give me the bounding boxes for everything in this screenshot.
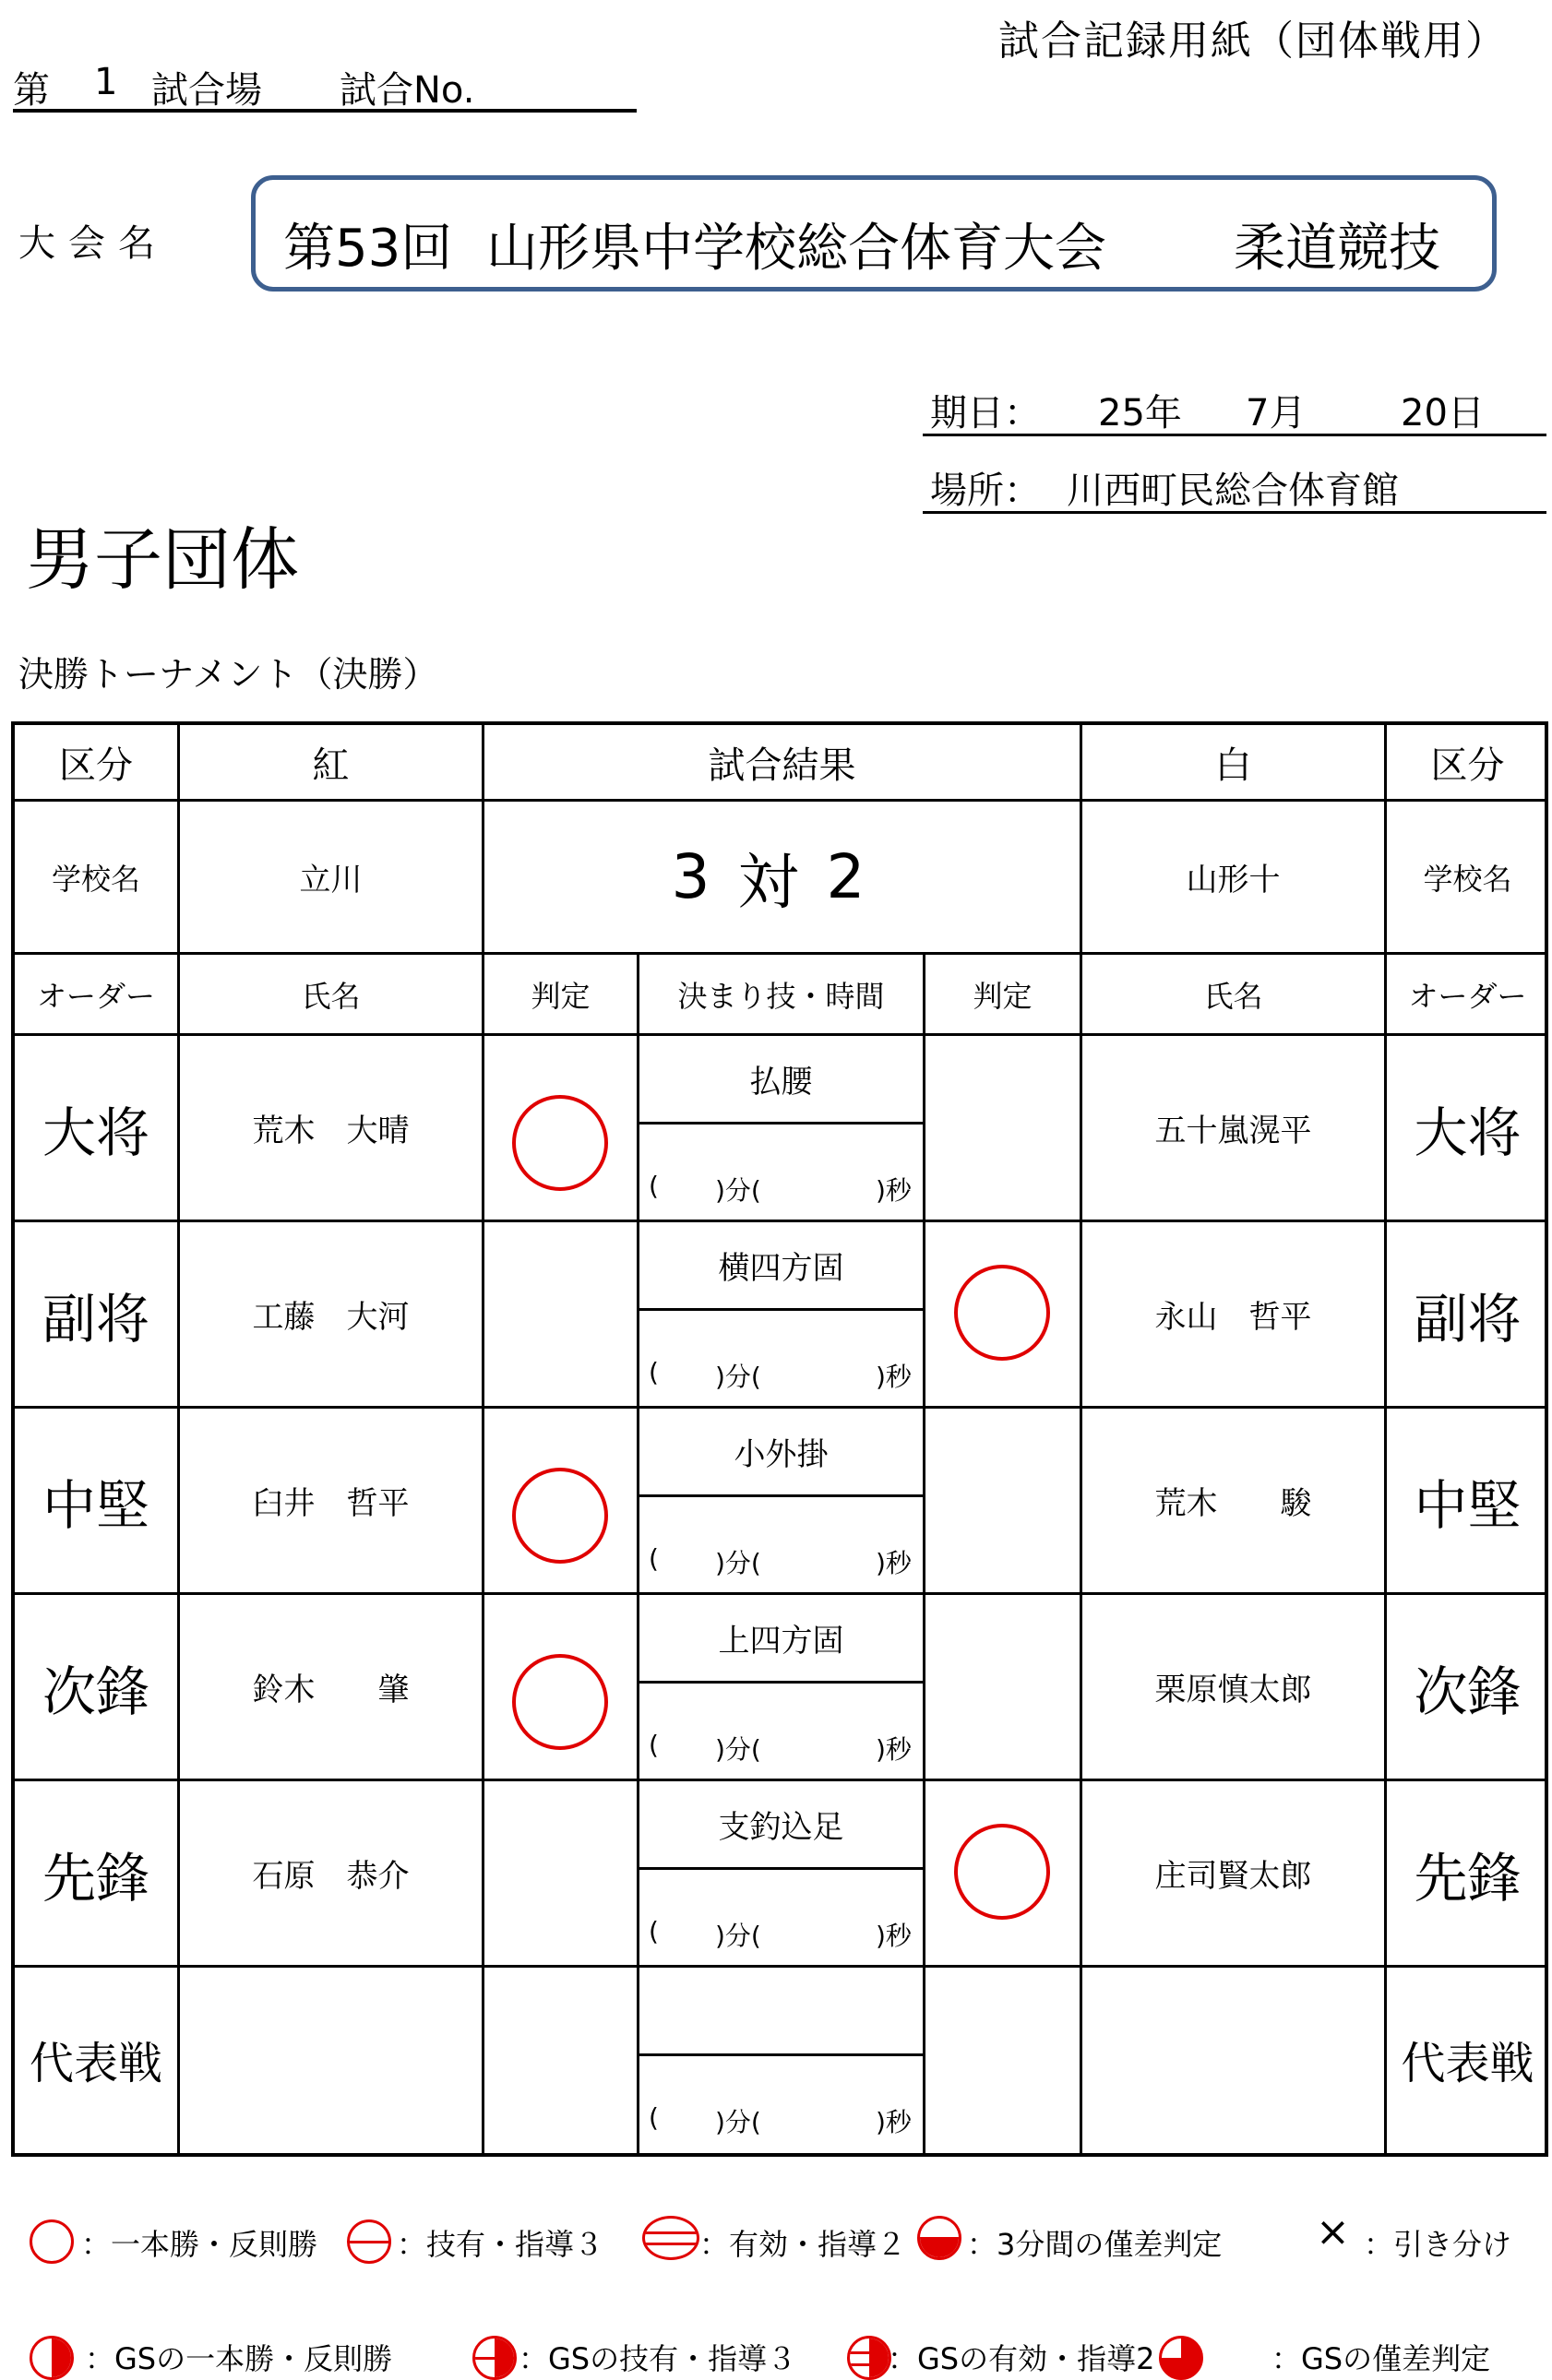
time-seconds: )秒 bbox=[876, 1362, 912, 1392]
date-label: 期日： bbox=[930, 392, 1041, 434]
header-result: 試合結果 bbox=[708, 744, 856, 787]
red-player-name: 鈴木 肇 bbox=[252, 1672, 410, 1708]
gs-one-line-circle-icon bbox=[472, 2336, 517, 2380]
red-judgement-cell bbox=[484, 1968, 637, 2151]
white-judgement-cell bbox=[925, 1409, 1080, 1592]
position-left: 先鋒 bbox=[42, 1846, 149, 1910]
winning-technique: 支釣込足 bbox=[718, 1809, 844, 1846]
meet-sport: 柔道競技 bbox=[1234, 219, 1440, 279]
legend-label: ：GSの一本勝・反則勝 bbox=[85, 2341, 393, 2376]
legend bbox=[0, 2196, 1552, 2376]
legend-label: ：3分間の僅差判定 bbox=[967, 2227, 1223, 2262]
gs-two-line-circle-icon bbox=[847, 2336, 891, 2380]
ippon-circle-icon bbox=[30, 2219, 74, 2264]
time-minutes: )分( bbox=[715, 1921, 761, 1951]
position-right: 中堅 bbox=[1414, 1473, 1522, 1537]
half-filled-circle-icon bbox=[917, 2216, 961, 2260]
position-left: 次鋒 bbox=[42, 1660, 149, 1723]
time-seconds: )秒 bbox=[876, 1548, 912, 1578]
bout-time bbox=[639, 1497, 923, 1592]
position-left: 代表戦 bbox=[29, 2038, 162, 2089]
subheader-red-judgement: 判定 bbox=[531, 978, 591, 1014]
venue-label: 試合場 bbox=[151, 69, 262, 112]
legend-label: ：GSの僅差判定 bbox=[1271, 2341, 1491, 2376]
time-minutes: )分( bbox=[715, 1734, 761, 1765]
header-division-left: 区分 bbox=[59, 744, 133, 787]
red-score: 3 bbox=[671, 841, 738, 912]
header-white: 白 bbox=[1214, 744, 1252, 787]
cross-icon: × bbox=[1316, 2208, 1350, 2255]
white-score: 2 bbox=[826, 841, 893, 912]
red-judgement-cell bbox=[484, 1781, 637, 1965]
gs-quarter-circle-icon bbox=[1159, 2336, 1203, 2380]
subheader-order-left: オーダー bbox=[36, 978, 155, 1014]
legend-label: ：技有・指導３ bbox=[397, 2227, 604, 2262]
red-player-name: 石原 恭介 bbox=[252, 1858, 410, 1895]
category-title: 男子団体 bbox=[26, 520, 299, 600]
red-player-name: 工藤 大河 bbox=[252, 1299, 410, 1336]
position-left: 大将 bbox=[42, 1101, 149, 1164]
bout-time bbox=[639, 1125, 923, 1220]
place-line bbox=[923, 454, 1546, 514]
white-judgement-cell bbox=[925, 1968, 1080, 2151]
red-win-circle-mark bbox=[512, 1095, 608, 1191]
time-minutes: )分( bbox=[715, 2107, 761, 2137]
date-day: 20日 bbox=[1401, 392, 1485, 434]
time-minutes: )分( bbox=[715, 1548, 761, 1578]
white-win-circle-mark bbox=[954, 1265, 1050, 1361]
red-player-name: 臼井 哲平 bbox=[252, 1485, 410, 1522]
position-right: 次鋒 bbox=[1414, 1660, 1522, 1723]
white-school: 山形十 bbox=[1186, 862, 1281, 898]
meet-label: 大会名 bbox=[18, 222, 168, 265]
time-seconds: )秒 bbox=[876, 1175, 912, 1206]
meet-name-box bbox=[251, 175, 1497, 292]
position-left: 中堅 bbox=[42, 1473, 149, 1537]
gs-ippon-circle-icon bbox=[30, 2336, 74, 2380]
legend-label: ：GSの有効・指導2 bbox=[888, 2341, 1155, 2376]
venue-line bbox=[13, 57, 637, 113]
subheader-white-name: 氏名 bbox=[1203, 978, 1263, 1014]
position-right: 副将 bbox=[1414, 1287, 1522, 1351]
venue-prefix: 第 bbox=[13, 69, 50, 112]
header-division-right: 区分 bbox=[1430, 744, 1505, 787]
place-label: 場所： bbox=[930, 470, 1041, 512]
white-player-name: 荒木 駿 bbox=[1154, 1485, 1312, 1522]
time-open: ( bbox=[649, 1543, 659, 1574]
date-month: 7月 bbox=[1246, 392, 1307, 434]
red-judgement-cell bbox=[484, 1222, 637, 1406]
meet-edition: 第53回 bbox=[283, 219, 453, 279]
match-record-table bbox=[11, 721, 1548, 2157]
subheader-order-right: オーダー bbox=[1408, 978, 1527, 1014]
position-right: 代表戦 bbox=[1401, 2038, 1534, 2089]
legend-label: ：一本勝・反則勝 bbox=[81, 2227, 318, 2262]
time-open: ( bbox=[649, 2102, 659, 2133]
school-label-left: 学校名 bbox=[51, 861, 140, 897]
bout-time bbox=[639, 1684, 923, 1779]
position-right: 大将 bbox=[1414, 1101, 1522, 1164]
document-title: 試合記録用紙（団体戦用） bbox=[998, 18, 1508, 65]
white-player-name: 永山 哲平 bbox=[1154, 1299, 1312, 1336]
legend-label: ：有効・指導２ bbox=[699, 2227, 907, 2262]
red-school: 立川 bbox=[299, 862, 363, 898]
time-minutes: )分( bbox=[715, 1362, 761, 1392]
red-player-name bbox=[180, 1968, 482, 2151]
red-player-name: 荒木 大晴 bbox=[252, 1113, 410, 1149]
red-win-circle-mark bbox=[512, 1468, 608, 1564]
bout-time bbox=[639, 2056, 923, 2151]
white-player-name: 五十嵐滉平 bbox=[1154, 1113, 1312, 1149]
score-vs: 対 bbox=[737, 847, 827, 918]
subheader-white-judgement: 判定 bbox=[973, 978, 1033, 1014]
school-label-right: 学校名 bbox=[1423, 861, 1512, 897]
time-seconds: )秒 bbox=[876, 1734, 912, 1765]
time-minutes: )分( bbox=[715, 1175, 761, 1206]
subheader-red-name: 氏名 bbox=[301, 978, 361, 1014]
subheader-technique-time: 決まり技・時間 bbox=[677, 978, 885, 1014]
match-no-label: 試合No. bbox=[340, 69, 475, 112]
white-win-circle-mark bbox=[954, 1824, 1050, 1920]
one-line-circle-icon bbox=[347, 2219, 391, 2264]
round-label: 決勝トーナメント（決勝） bbox=[18, 654, 438, 695]
venue-number: 1 bbox=[94, 61, 118, 103]
time-open: ( bbox=[649, 1171, 659, 1201]
position-left: 副将 bbox=[42, 1287, 149, 1351]
meet-name: 山形県中学校総合体育大会 bbox=[486, 219, 1106, 279]
position-right: 先鋒 bbox=[1414, 1846, 1522, 1910]
winning-technique: 上四方固 bbox=[718, 1623, 844, 1660]
legend-label: ：GSの技有・指導３ bbox=[519, 2341, 797, 2376]
date-line bbox=[923, 376, 1546, 436]
white-player-name bbox=[1082, 1968, 1384, 2151]
team-score bbox=[484, 802, 1080, 952]
two-line-circle-icon bbox=[642, 2216, 699, 2260]
time-open: ( bbox=[649, 1357, 659, 1387]
white-judgement-cell bbox=[925, 1595, 1080, 1779]
red-win-circle-mark bbox=[512, 1654, 608, 1750]
winning-technique: 払腰 bbox=[749, 1064, 813, 1101]
time-seconds: )秒 bbox=[876, 2107, 912, 2137]
winning-technique bbox=[639, 1968, 923, 2053]
white-judgement-cell bbox=[925, 1036, 1080, 1220]
white-player-name: 庄司賢太郎 bbox=[1154, 1858, 1312, 1895]
white-player-name: 栗原慎太郎 bbox=[1154, 1672, 1312, 1708]
legend-label: ：引き分け bbox=[1364, 2227, 1512, 2262]
header-red: 紅 bbox=[312, 744, 350, 787]
bout-time bbox=[639, 1870, 923, 1965]
place-value: 川西町民総合体育館 bbox=[1067, 470, 1399, 512]
winning-technique: 横四方固 bbox=[718, 1250, 844, 1287]
bout-time bbox=[639, 1311, 923, 1406]
winning-technique: 小外掛 bbox=[734, 1436, 829, 1473]
time-seconds: )秒 bbox=[876, 1921, 912, 1951]
time-open: ( bbox=[649, 1916, 659, 1946]
date-year: 25年 bbox=[1098, 392, 1182, 434]
time-open: ( bbox=[649, 1730, 659, 1760]
